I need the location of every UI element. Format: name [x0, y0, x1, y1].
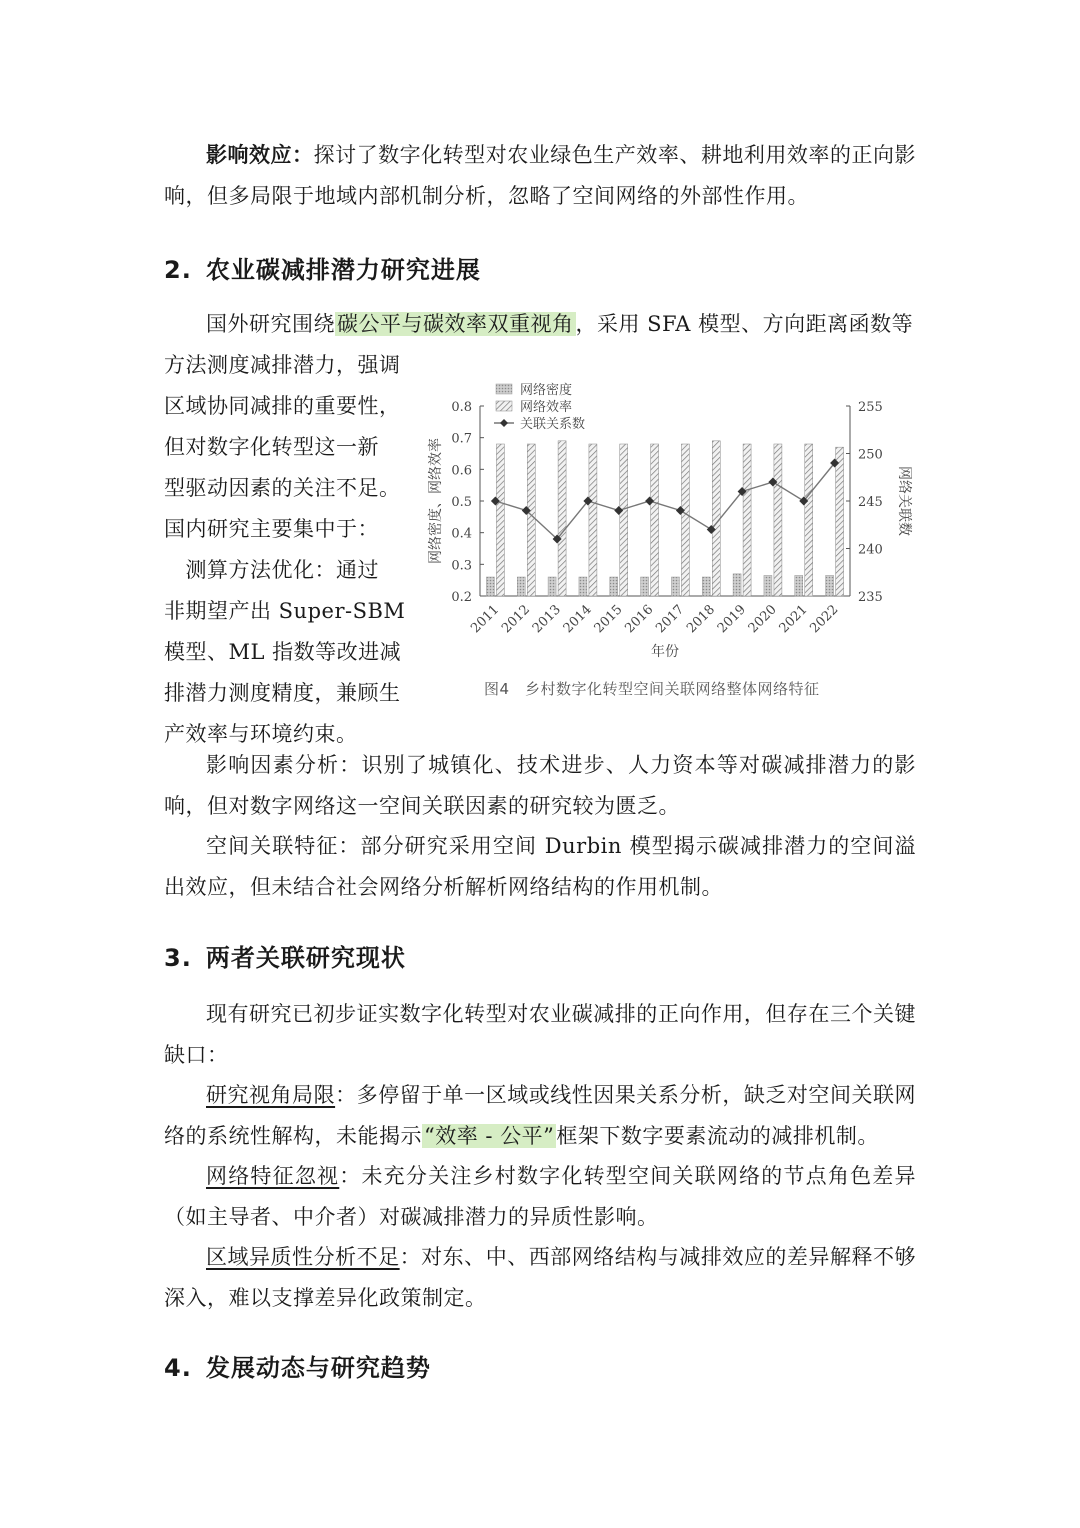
bar-network-density	[610, 577, 618, 596]
paragraph-gap-network	[164, 1156, 916, 1238]
bar-network-efficiency	[651, 444, 659, 596]
paragraph-existing-research: 现有研究已初步证实数字化转型对农业碳减排的正向作用，但存在三个关键缺口：	[164, 1002, 916, 1067]
legend-label-efficiency: 网络效率	[520, 400, 573, 415]
x-tick-label: 2016	[622, 602, 657, 637]
gap-label-network: 网络特征忽视	[206, 1164, 340, 1188]
wrapped-line: 排潜力测度精度，兼顾生	[164, 681, 401, 705]
bar-network-density	[764, 575, 772, 596]
bar-network-efficiency	[589, 444, 597, 596]
wrapped-text-column	[164, 345, 404, 755]
x-tick-label: 2020	[745, 602, 780, 637]
bar-network-density	[641, 577, 649, 596]
wrapped-line: 模型、ML 指数等改进减	[164, 640, 402, 664]
bar-network-efficiency	[558, 441, 566, 596]
y-axis-label-right: 网络关联数	[896, 466, 912, 536]
bar-network-density	[486, 577, 494, 596]
wrapped-line: 型驱动因素的关注不足。	[164, 476, 401, 500]
x-tick-label: 2011	[468, 602, 503, 637]
bar-network-efficiency	[805, 444, 813, 596]
bar-network-density	[671, 577, 679, 596]
section-title: 两者关联研究现状	[205, 944, 406, 972]
bar-network-efficiency	[743, 444, 751, 596]
highlight-efficiency-equity: “效率 - 公平”	[424, 1124, 555, 1148]
network-chart	[420, 372, 920, 672]
gap-text-tail: 框架下数字要素流动的减排机制。	[556, 1124, 879, 1148]
x-tick-label: 2022	[807, 602, 842, 637]
legend-swatch-density	[496, 384, 512, 394]
y-tick-label-right: 240	[858, 542, 883, 558]
x-tick-label: 2021	[776, 602, 811, 637]
bar-network-density	[517, 577, 525, 596]
y-tick-label-left: 0.6	[451, 463, 472, 479]
y-tick-label-right: 250	[858, 447, 883, 463]
y-tick-label-left: 0.8	[451, 400, 472, 415]
wrapped-line: 测算方法优化：通过	[164, 558, 379, 582]
bar-network-efficiency	[681, 444, 689, 596]
section-number: 2.	[164, 256, 192, 284]
line-relation-count	[495, 463, 834, 539]
gap-label-regional: 区域异质性分析不足	[206, 1245, 400, 1269]
paragraph-gap-perspective	[164, 1075, 916, 1157]
bar-network-density	[702, 577, 710, 596]
paragraph-influence-factors: 影响因素分析：识别了城镇化、技术进步、人力资本等对碳减排潜力的影响，但对数字网络这一空间关联因素的研究较为匮乏。	[164, 753, 916, 818]
bar-network-efficiency	[620, 444, 628, 596]
x-tick-label: 2012	[499, 602, 534, 637]
paragraph-influence-effect	[164, 134, 916, 217]
section-4-heading	[164, 1348, 431, 1383]
y-tick-label-right: 245	[858, 495, 883, 510]
x-axis-label: 年份	[651, 644, 679, 660]
legend-swatch-efficiency	[496, 401, 512, 411]
wrapped-line: 但对数字化转型这一新	[164, 435, 379, 459]
y-tick-label-left: 0.4	[451, 526, 472, 542]
section-number: 3.	[164, 944, 192, 972]
y-tick-label-left: 0.2	[451, 590, 472, 605]
y-tick-label-left: 0.5	[451, 495, 472, 510]
paragraph-text: 探讨了数字化转型对农业绿色生产效率、耕地利用效率的正向影响，但多局限于地域内部机制分析，忽略了空间网络的外部性作用。	[164, 143, 916, 208]
gap-text: ：对东、中、西部网络结构与减排效应的差异解释不够深入，难以支撑差异化政策制定。	[164, 1245, 916, 1310]
bar-network-density	[733, 574, 741, 596]
bar-network-efficiency	[774, 444, 782, 596]
bar-network-efficiency	[712, 441, 720, 596]
legend-label-density: 网络密度	[520, 383, 573, 398]
lead-text: 国外研究围绕	[206, 312, 335, 336]
section-title: 农业碳减排潜力研究进展	[205, 256, 481, 284]
y-axis-label-left: 网络密度、网络效率	[428, 438, 444, 564]
bar-network-efficiency	[836, 447, 844, 596]
x-tick-label: 2014	[560, 602, 595, 637]
section-3-heading	[164, 938, 406, 973]
wrapped-line: 产效率与环境约束。	[164, 722, 358, 746]
bar-network-density	[826, 575, 834, 596]
section-2-heading	[164, 250, 481, 285]
legend-swatch-relation-marker	[500, 419, 508, 427]
section-number: 4.	[164, 1354, 192, 1382]
x-tick-label: 2017	[653, 602, 688, 637]
section-title: 发展动态与研究趋势	[205, 1354, 431, 1382]
x-tick-label: 2015	[591, 602, 626, 637]
paragraph-gap-regional	[164, 1237, 916, 1319]
x-tick-label: 2013	[529, 602, 564, 637]
y-tick-label-right: 235	[858, 590, 883, 605]
wrapped-line: 方法测度减排潜力，强调	[164, 353, 401, 377]
paragraph-spatial-correlation: 空间关联特征：部分研究采用空间 Durbin 模型揭示碳减排潜力的空间溢出效应，但未结合社会网络分析解析网络结构的作用机制。	[164, 834, 916, 899]
wrapped-line: 非期望产出 Super-SBM	[164, 599, 406, 623]
figure-caption: 图4 乡村数字化转型空间关联网络整体网络特征	[484, 680, 820, 698]
gap-text: ：多停留于单一区域或线性因果关系分析，缺乏对空间关联网络的系统性解构，未能揭示	[164, 1083, 916, 1148]
gap-label-perspective: 研究视角局限	[206, 1083, 336, 1107]
gap-text: ：未充分关注乡村数字化转型空间关联网络的节点角色差异（如主导者、中介者）对碳减排潜力的异质性影响。	[164, 1164, 917, 1229]
paragraph-foreign-research	[164, 304, 916, 345]
bar-network-efficiency	[496, 444, 504, 596]
y-tick-label-left: 0.7	[451, 431, 472, 447]
lead-text-tail: ，采用 SFA 模型、方向距离函数等	[575, 312, 914, 336]
wrapped-line: 国内研究主要集中于：	[164, 517, 379, 541]
bar-network-efficiency	[527, 444, 535, 596]
bar-network-density	[795, 575, 803, 596]
x-tick-label: 2018	[684, 602, 719, 637]
bar-network-density	[579, 577, 587, 596]
x-tick-label: 2019	[714, 602, 749, 637]
legend-label-relation: 关联关系数	[520, 417, 586, 432]
highlight-dual-perspective: 碳公平与碳效率双重视角	[337, 312, 574, 336]
bar-network-density	[548, 577, 556, 596]
y-tick-label-left: 0.3	[451, 558, 472, 574]
wrapped-line: 区域协同减排的重要性，	[164, 394, 401, 418]
term-influence-effect: 影响效应：	[206, 142, 314, 167]
figure-4	[420, 372, 920, 712]
y-tick-label-right: 255	[858, 400, 883, 415]
